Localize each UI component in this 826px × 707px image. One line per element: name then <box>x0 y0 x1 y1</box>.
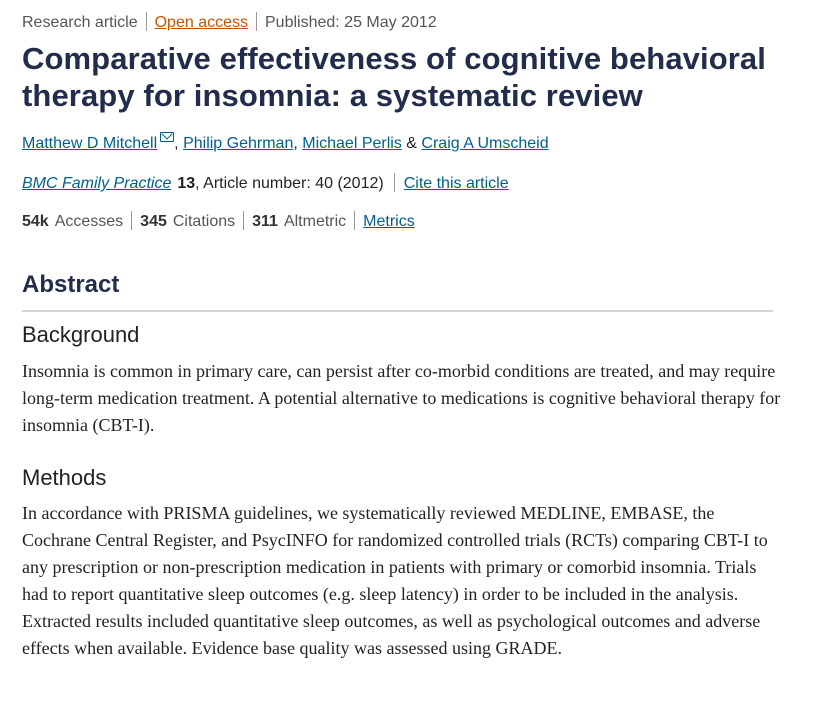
divider <box>256 12 257 31</box>
journal-info <box>22 173 509 193</box>
author-link-gehrman[interactable]: Philip Gehrman <box>183 135 294 152</box>
journal-volume: 13 <box>177 175 196 192</box>
article-number: , Article number: 40 (2012) <box>195 175 384 192</box>
altmetric-score: 311 <box>252 213 278 230</box>
journal-name-link[interactable]: BMC Family Practice <box>22 175 172 192</box>
divider <box>243 211 244 230</box>
author-link-perlis[interactable]: Michael Perlis <box>302 135 402 152</box>
open-access-link[interactable]: Open access <box>154 14 248 31</box>
divider <box>394 173 395 192</box>
article-metrics <box>22 211 415 231</box>
background-heading: Background <box>22 322 140 347</box>
section-divider <box>22 310 773 312</box>
accesses-label: Accesses <box>54 213 124 230</box>
cite-article-link[interactable]: Cite this article <box>403 175 509 192</box>
author-separator: , <box>293 135 298 152</box>
citations-count: 345 <box>140 213 167 230</box>
background-text: Insomnia is common in primary care, can persist after co-morbid conditions are treated, and may require long-term medication treatment. A potential alternative to medications is cognitive behavioral therapy for insomnia (CBT-I). <box>22 361 781 435</box>
author-separator: , <box>174 135 179 152</box>
article-type: Research article <box>22 14 138 31</box>
author-link-mitchell[interactable]: Matthew D Mitchell <box>22 135 158 152</box>
divider <box>354 211 355 230</box>
author-list <box>22 132 549 153</box>
article-title: Comparative effectiveness of cognitive behavioral therapy for insomnia: a systematic review <box>22 41 766 113</box>
altmetric-label: Altmetric <box>283 213 347 230</box>
citations-label: Citations <box>172 213 236 230</box>
methods-heading: Methods <box>22 465 107 490</box>
article-meta <box>22 12 437 32</box>
metrics-link[interactable]: Metrics <box>363 213 415 230</box>
methods-text: In accordance with PRISMA guidelines, we systematically reviewed MEDLINE, EMBASE, the Cochrane Central Register, and PsycINFO for randomized controlled trials (RCTs) comparing CBT-I to any prescription or non-prescription medication in patients with primary or comorbid insomnia. Trials had to report quantitative sleep outcomes (e.g. sleep latency) in order to be included in the analysis. Extracted results included quantitative sleep outcomes, as well as psychological outcomes and adverse effects when available. Evidence base quality was assessed using GRADE. <box>22 503 768 658</box>
abstract-heading: Abstract <box>22 271 120 298</box>
author-link-umscheid[interactable]: Craig A Umscheid <box>421 135 549 152</box>
published-date: Published: 25 May 2012 <box>265 14 437 31</box>
author-separator: & <box>406 135 417 152</box>
mail-icon[interactable] <box>160 132 174 142</box>
accesses-count: 54k <box>22 213 49 230</box>
divider <box>146 12 147 31</box>
divider <box>131 211 132 230</box>
